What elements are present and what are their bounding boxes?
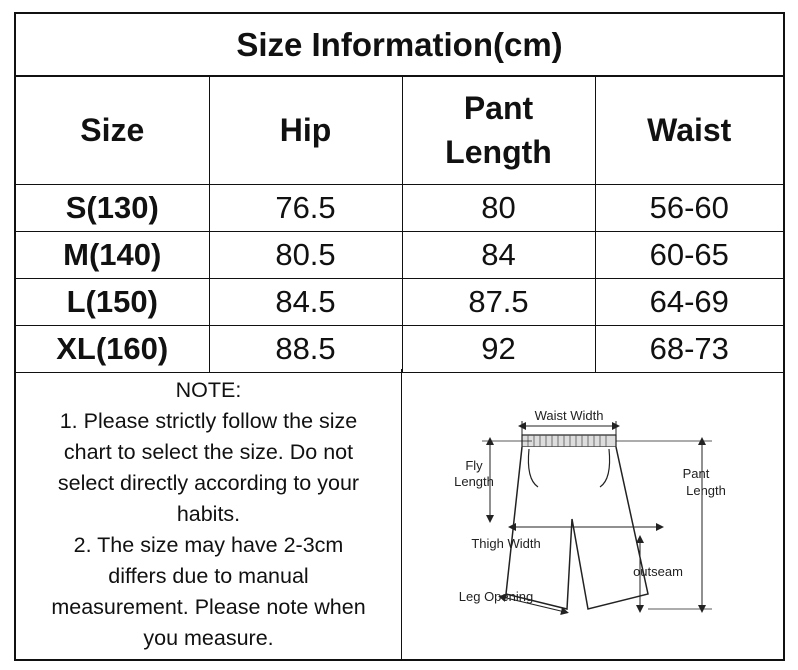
- note-line: 1. Please strictly follow the size: [59, 409, 358, 433]
- cell-waist: 56-60: [595, 185, 783, 232]
- label-waist-width: Waist Width: [534, 408, 604, 423]
- cell-pant-length: 84: [402, 232, 595, 279]
- note-line: chart to select the size. Do not: [63, 440, 354, 464]
- pants-outline: [506, 447, 648, 609]
- measurement-diagram: [402, 369, 783, 659]
- size-chart: [14, 12, 785, 661]
- cell-hip: 76.5: [209, 185, 402, 232]
- pants-diagram: [402, 369, 783, 659]
- table-row: [16, 185, 783, 232]
- cell-pant-length: 87.5: [402, 279, 595, 326]
- note-heading: NOTE:: [175, 378, 242, 402]
- note-line: you measure.: [143, 626, 274, 650]
- table-row: [16, 232, 783, 279]
- cell-size: M(140): [16, 232, 209, 279]
- bottom-section: [16, 369, 783, 659]
- cell-size: XL(160): [16, 326, 209, 373]
- cell-pant-length: 92: [402, 326, 595, 373]
- header-pant-length: [402, 77, 595, 185]
- cell-waist: 68-73: [595, 326, 783, 373]
- cell-waist: 64-69: [595, 279, 783, 326]
- table-row: [16, 279, 783, 326]
- label-pant-length-1: Pant: [682, 466, 710, 481]
- label-pant-length-2: Length: [686, 483, 726, 498]
- cell-hip: 80.5: [209, 232, 402, 279]
- note-line: differs due to manual: [108, 564, 309, 588]
- label-thigh-width: Thigh Width: [471, 536, 541, 551]
- label-fly-length-2: Length: [454, 474, 494, 489]
- table-row: [16, 326, 783, 373]
- header-waist: Waist: [595, 77, 783, 185]
- note-line: measurement. Please note when: [51, 595, 366, 619]
- note-panel: [16, 369, 402, 659]
- cell-size: S(130): [16, 185, 209, 232]
- waistband-shape: [522, 435, 616, 447]
- header-pant-length-line2: Length: [445, 133, 552, 170]
- label-outseam: outseam: [633, 564, 683, 579]
- cell-pant-length: 80: [402, 185, 595, 232]
- cell-waist: 60-65: [595, 232, 783, 279]
- header-row: [16, 77, 783, 185]
- chart-title: Size Information(cm): [16, 14, 783, 77]
- note-line: habits.: [176, 502, 241, 526]
- note-line: select directly according to your: [57, 471, 360, 495]
- size-table: [16, 77, 783, 373]
- note-line: 2. The size may have 2-3cm: [73, 533, 344, 557]
- cell-hip: 88.5: [209, 326, 402, 373]
- header-hip: Hip: [209, 77, 402, 185]
- cell-hip: 84.5: [209, 279, 402, 326]
- cell-size: L(150): [16, 279, 209, 326]
- header-size: Size: [16, 77, 209, 185]
- label-leg-opening: Leg Opening: [458, 589, 534, 604]
- header-pant-length-line1: Pant: [463, 90, 534, 127]
- label-fly-length-1: Fly: [465, 458, 483, 473]
